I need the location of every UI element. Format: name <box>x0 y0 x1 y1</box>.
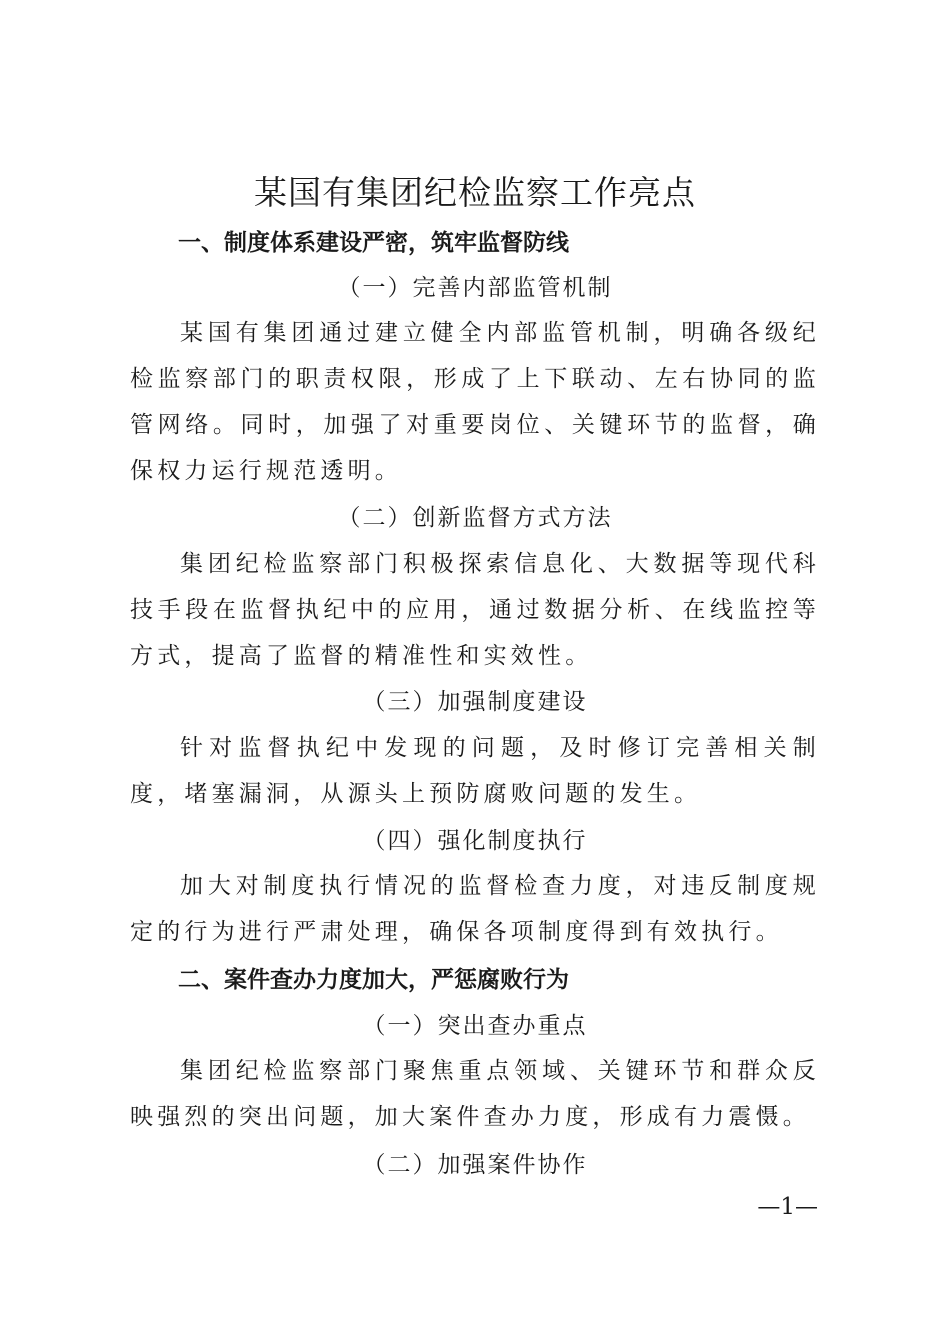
subsection-heading-2-1: （一）突出查办重点 <box>362 1013 588 1039</box>
page-number: —1— <box>757 1194 818 1220</box>
subsection-heading-1-4: （四）强化制度执行 <box>362 828 588 854</box>
paragraph-1-2: 集团纪检监察部门积极探索信息化、大数据等现代科技手段在监督执纪中的应用，通过数据分析、在线监控等方式，提高了监督的精准性和实效性。 <box>130 551 820 669</box>
subsection-heading-1-3: （三）加强制度建设 <box>362 689 588 715</box>
paragraph-1-3: 针对监督执纪中发现的问题，及时修订完善相关制度，堵塞漏洞，从源头上预防腐败问题的发生。 <box>130 735 820 807</box>
section-heading-1: 一、制度体系建设严密，筑牢监督防线 <box>178 230 569 256</box>
subsection-heading-1-2: （二）创新监督方式方法 <box>337 505 613 531</box>
document-title: 某国有集团纪检监察工作亮点 <box>254 173 696 212</box>
section-heading-2: 二、案件查办力度加大，严惩腐败行为 <box>178 967 569 993</box>
paragraph-2-1: 集团纪检监察部门聚焦重点领域、关键环节和群众反映强烈的突出问题，加大案件查办力度，形成有力震慑。 <box>130 1058 820 1130</box>
paragraph-1-4: 加大对制度执行情况的监督检查力度，对违反制度规定的行为进行严肃处理，确保各项制度得到有效执行。 <box>130 873 820 945</box>
document-page <box>130 0 820 1344</box>
subsection-heading-1-1: （一）完善内部监管机制 <box>337 275 613 301</box>
subsection-heading-2-2: （二）加强案件协作 <box>362 1152 588 1178</box>
paragraph-1-1: 某国有集团通过建立健全内部监管机制，明确各级纪检监察部门的职责权限，形成了上下联动、左右协同的监管网络。同时，加强了对重要岗位、关键环节的监督，确保权力运行规范透明。 <box>130 320 820 484</box>
